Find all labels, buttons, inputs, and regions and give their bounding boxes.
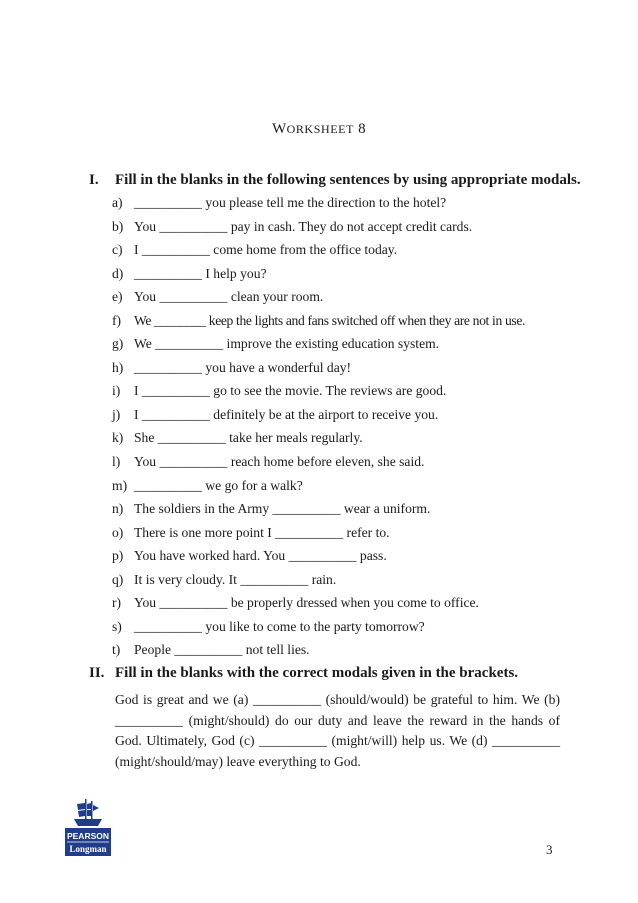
item-text: You __________ reach home before eleven, she said. [134,454,425,470]
item-label: c) [112,242,123,258]
item-text: It is very cloudy. It __________ rain. [134,571,337,587]
list-item [112,238,562,262]
item-label: a) [112,195,123,210]
item-text: There is one more point I __________ refer to. [134,524,390,540]
item-text: __________ you please tell me the direction to the hotel? [134,195,447,210]
item-text: She __________ take her meals regularly. [134,430,363,446]
section2-heading [89,665,518,682]
list-item [112,215,562,239]
pearson-longman-logo [64,795,112,857]
item-text: We __________ improve the existing education system. [134,336,440,352]
exercise-list [112,191,562,662]
item-label: g) [112,336,124,352]
title-number: 8 [358,121,366,137]
logo-text-longman: Longman [69,844,107,854]
item-text: I __________ go to see the movie. The reviews are good. [134,383,447,399]
item-label: t) [112,642,121,658]
section2-number: II. [89,665,105,681]
list-item [112,191,562,215]
item-label: o) [112,524,124,540]
list-item [112,262,562,286]
list-item [112,285,562,309]
title-rest: ORKSHEET [286,122,355,136]
item-text: I __________ definitely be at the airport to receive you. [134,406,439,422]
list-item [112,591,562,615]
item-text: You __________ pay in cash. They do not accept credit cards. [134,218,473,234]
list-item [112,474,562,498]
item-label: q) [112,571,124,587]
list-item [112,544,562,568]
page-number: 3 [546,842,553,857]
item-label: e) [112,289,123,305]
list-item [112,309,562,333]
item-label: n) [112,501,124,517]
item-text: __________ you like to come to the party tomorrow? [134,618,425,634]
list-item [112,521,562,545]
section1-number: I. [89,172,99,188]
section1-heading [89,172,581,189]
section1-heading-text: Fill in the blanks in the following sentences by using appropriate modals. [115,172,581,188]
item-label: k) [112,430,124,446]
section2-paragraph: God is great and we (a) __________ (should/would) be grateful to him. We (b) __________ (might/should) do our duty and leave the reward in the hands of God. Ultimately, God (c) __________ (might/will) help us. We (d) __________ (might/should/may) leave everything to God. [115,692,560,769]
worksheet-title [0,121,638,138]
list-item [112,403,562,427]
list-item [112,450,562,474]
item-text: __________ I help you? [134,265,267,281]
item-text: The soldiers in the Army __________ wear a uniform. [134,501,431,517]
list-item [112,332,562,356]
item-label: i) [112,383,121,399]
item-text: We ________ keep the lights and fans switched off when they are not in use. [134,312,526,328]
item-label: b) [112,218,124,234]
list-item [112,356,562,380]
item-label: r) [112,595,122,611]
title-first-letter: W [272,121,287,137]
list-item [112,497,562,521]
item-label: j) [112,406,121,422]
item-text: You have worked hard. You __________ pass. [134,548,387,564]
item-label: f) [112,312,122,328]
item-text: You __________ be properly dressed when you come to office. [134,595,479,611]
list-item [112,426,562,450]
section2-heading-text: Fill in the blanks with the correct modals given in the brackets. [115,665,519,681]
item-label: d) [112,265,124,281]
item-text: People __________ not tell lies. [134,642,310,658]
item-text: __________ you have a wonderful day! [134,359,352,375]
list-item [112,568,562,592]
logo-text-pearson: PEARSON [66,831,110,841]
item-label: h) [112,359,124,375]
item-text: You __________ clean your room. [134,289,324,305]
item-label: s) [112,618,122,634]
item-text: I __________ come home from the office today. [134,242,398,258]
list-item [112,638,562,662]
list-item [112,379,562,403]
list-item [112,615,562,639]
item-label: l) [112,454,121,470]
item-label: m) [112,477,128,493]
item-text: __________ we go for a walk? [134,477,303,493]
ship-icon [74,799,102,826]
item-label: p) [112,548,124,564]
